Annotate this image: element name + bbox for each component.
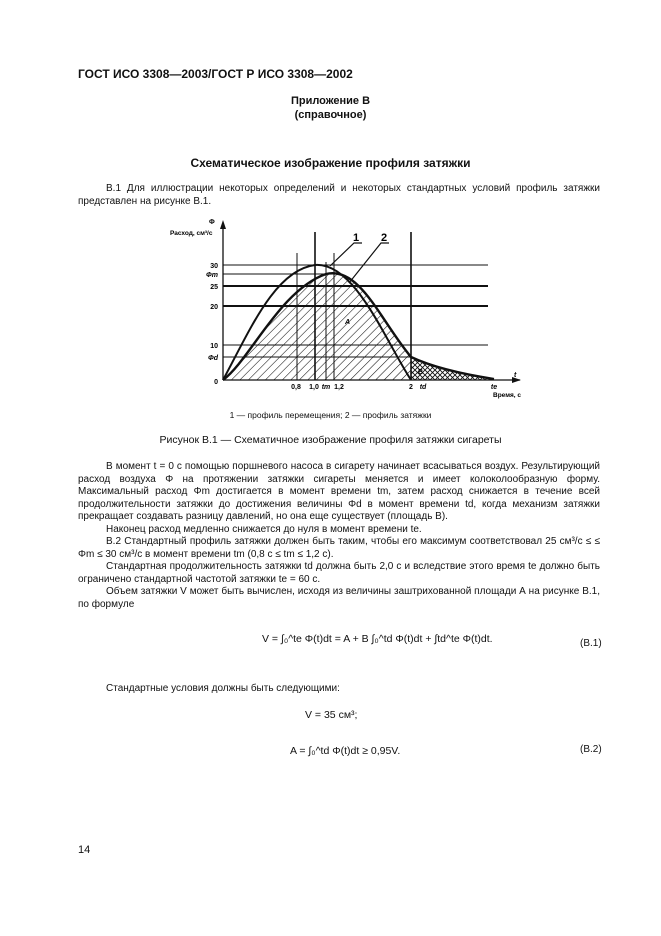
- equation-b1: V = ∫₀^te Φ(t)dt = A + B ∫₀^td Φ(t)dt + ∫td^te Φ(t)dt.: [262, 633, 493, 645]
- svg-text:20: 20: [210, 304, 218, 311]
- svg-text:Φm: Φm: [206, 272, 218, 279]
- svg-text:2: 2: [409, 384, 413, 391]
- svg-text:td: td: [419, 384, 427, 391]
- equation-b2-number: (В.2): [580, 744, 602, 755]
- svg-text:tm: tm: [321, 384, 331, 391]
- area-label-a: A: [345, 319, 351, 326]
- svg-text:30: 30: [210, 263, 218, 270]
- x-axis-symbol: t: [514, 372, 517, 379]
- svg-text:0,8: 0,8: [291, 384, 301, 391]
- svg-text:1,0: 1,0: [309, 384, 319, 391]
- svg-text:25: 25: [210, 284, 218, 291]
- appendix-subtitle: (справочное): [294, 109, 367, 121]
- y-axis-label: Расход, см³/с: [170, 230, 213, 237]
- equation-b2: A = ∫₀^td Φ(t)dt ≥ 0,95V.: [290, 745, 401, 757]
- equation-b1-number: (В.1): [580, 638, 602, 649]
- area-label-b: B: [418, 369, 424, 376]
- curve-label-2: 2: [381, 232, 388, 244]
- paragraph-b2: В.2 Стандартный профиль затяжки должен быть таким, чтобы его максимум соответствовал 25 см³/с ≤ ≤ Φm ≤ 30 см³/с в момент времени tm (0,8 с ≤ tm ≤ 1,2 с).: [78, 536, 600, 560]
- figure-b1-chart: [0, 0, 661, 420]
- svg-text:te: te: [490, 384, 498, 391]
- svg-text:Φd: Φd: [207, 355, 218, 362]
- svg-text:1,2: 1,2: [334, 384, 344, 391]
- x-axis-label: Время, с: [493, 392, 522, 399]
- section-title: Схематическое изображение профиля затяжки: [190, 156, 471, 170]
- svg-text:0: 0: [214, 379, 218, 386]
- figure-legend: 1 — профиль перемещения; 2 — профиль затяжки: [229, 410, 432, 420]
- paragraph-end: Наконец расход медленно снижается до нуля в момент времени te.: [106, 524, 422, 535]
- equation-volume: V = 35 см³;: [305, 709, 358, 721]
- curve-label-1: 1: [353, 232, 360, 244]
- paragraph-b1: В.1 Для иллюстрации некоторых определений и некоторых стандартных условий профиль затяжки представлен на рисунке В.1.: [78, 183, 600, 207]
- page-number: 14: [78, 844, 91, 856]
- paragraph-volume: Объем затяжки V может быть вычислен, исходя из величины заштрихованной площади А на рисунке В.1, по формуле: [78, 586, 600, 610]
- y-axis-symbol: Φ: [209, 219, 215, 226]
- paragraph-duration: Стандартная продолжительность затяжки td должна быть 2,0 с и вследствие этого время te должно быть ограничено стандартной частотой затяжки te = 60 с.: [78, 561, 600, 585]
- appendix-title: Приложение В: [290, 95, 371, 107]
- figure-caption: Рисунок В.1 — Схематичное изображение профиля затяжки сигареты: [159, 434, 502, 446]
- paragraph-conditions: Стандартные условия должны быть следующими:: [106, 683, 340, 694]
- svg-text:10: 10: [210, 343, 218, 350]
- paragraph-main: В момент t = 0 с помощью поршневого насоса в сигарету начинает всасываться воздух. Результирующий расход воздуха Φ на протяжении затяжки сигареты меняется и имеет колоколообразную форму. Максимальный расход Φm достигается в момент времени tm, затем расход снижается в течение всей продолжительности затяжки до достижения величины Φd в момент времени td, когда механизм затяжки прекращает создавать разницу давлений, но она еще существует (площадь В).: [78, 461, 600, 522]
- document-header: ГОСТ ИСО 3308—2003/ГОСТ Р ИСО 3308—2002: [78, 67, 353, 81]
